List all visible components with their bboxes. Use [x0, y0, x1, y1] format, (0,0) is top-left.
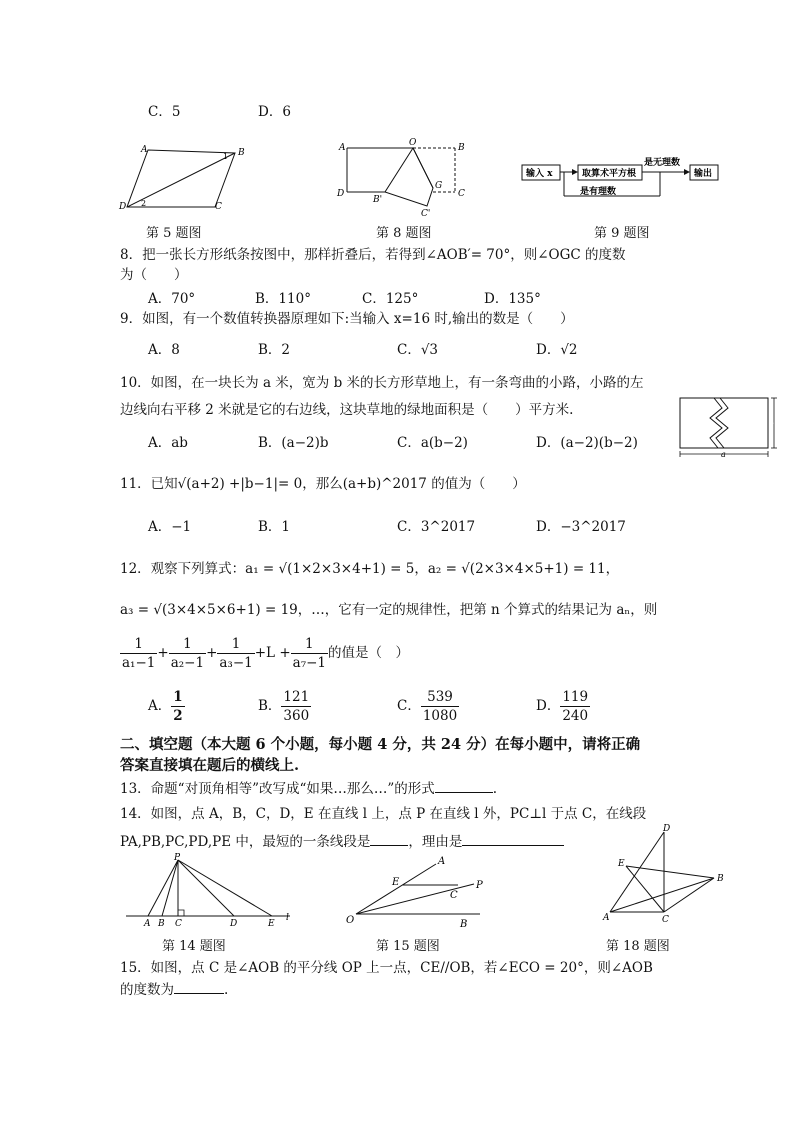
- flow-rational-label: 是有理数: [580, 187, 617, 197]
- q11-option-a: A．−1: [148, 519, 192, 535]
- q12-term-7: $\frac{1}{\text{a₇−1}}$: [292, 636, 327, 671]
- q12-ellipsis: +L: [254, 645, 276, 661]
- flow-irrational-label: 是无理数: [644, 158, 681, 168]
- fig15-label-c: C: [450, 890, 458, 901]
- q14-text-cont: PA,PB,PC,PD,PE 中，最短的一条线段是 ，理由是: [120, 830, 564, 850]
- q8-option-b: B．110°: [255, 291, 311, 307]
- fig15-label-p: P: [476, 880, 483, 891]
- q12-option-a: A． $\frac{1}{2}$: [148, 689, 183, 724]
- q12-option-d: D． $\frac{119}{240}$: [536, 689, 589, 724]
- fig18-label-a: A: [603, 913, 610, 923]
- fig5-label-b: B: [238, 148, 245, 158]
- fig18-label-c: C: [662, 915, 669, 925]
- q9-text: 9．如图，有一个数值转换器原理如下:当输入 x=16 时,输出的数是（ ）: [120, 311, 574, 327]
- fig15-label-e: E: [392, 877, 400, 888]
- fig8-label-o: O: [409, 138, 417, 148]
- figure-15: [342, 852, 492, 932]
- q11-text: 11．已知√(a+2) +|b−1|= 0，那么(a+b)^2017 的值为（ ）: [120, 476, 526, 492]
- fig8-label-g: G: [435, 181, 443, 191]
- figure-10: [676, 394, 784, 460]
- fig15-label-b: B: [460, 919, 468, 930]
- caption-fig14: 第 14 题图: [162, 939, 226, 954]
- caption-fig8: 第 8 题图: [376, 226, 432, 241]
- fig14-label-a: A: [144, 919, 151, 929]
- q10-text: 10．如图，在一块长为 a 米，宽为 b 米的长方形草地上，有一条弯曲的小路，小路的左: [120, 375, 644, 391]
- q8-text-cont: 为（ ）: [120, 267, 188, 283]
- fig5-label-d: D: [119, 202, 127, 212]
- caption-fig9: 第 9 题图: [594, 226, 650, 241]
- fig18-label-b: B: [717, 874, 724, 884]
- q13-answer-blank[interactable]: [435, 780, 493, 793]
- q11-option-b: B．1: [258, 519, 291, 535]
- fig8-label-c: C: [458, 189, 465, 199]
- q10-option-a: A．ab: [148, 435, 188, 451]
- q15-text-cont: 的度数为 .: [120, 982, 229, 998]
- figure-14: [122, 852, 302, 932]
- q10-option-c: C．a(b−2): [397, 435, 468, 451]
- q12-text: 12．观察下列算式：a₁ = √(1×2×3×4+1) = 5，a₂ = √(2×3×4×5+1) = 11，: [120, 561, 620, 577]
- q14-answer-blank-2[interactable]: [462, 833, 564, 846]
- q10-text-cont: 边线向右平移 2 米就是它的右边线，这块草地的绿地面积是（ ）平方米.: [120, 402, 574, 418]
- q12-option-c: C． $\frac{539}{1080}$: [397, 689, 458, 724]
- fig8-label-b-prime: B': [373, 195, 383, 205]
- fig14-label-c: C: [175, 919, 182, 929]
- fig8-label-c-prime: C': [421, 209, 431, 219]
- fig5-angle-1: 1: [223, 152, 229, 161]
- figure-9: [518, 152, 728, 202]
- q12-term-2: $\frac{1}{\text{a₂−1}}$: [170, 636, 205, 671]
- flow-output-box: 输出: [694, 169, 713, 179]
- q12-text-cont: a₃ = √(3×4×5×6+1) = 19，…，它有一定的规律性，把第 n 个算式的结果记为 aₙ，则: [120, 602, 658, 618]
- fig8-label-b: B: [458, 143, 465, 153]
- figure-18: [600, 822, 730, 932]
- caption-fig18: 第 18 题图: [606, 939, 670, 954]
- q11-option-d: D．−3^2017: [536, 519, 626, 535]
- fig5-angle-2: 2: [141, 199, 147, 208]
- fig10-label-a: a: [721, 450, 726, 459]
- q9-option-d: D．√2: [536, 342, 578, 358]
- fig10-label-b: b: [769, 419, 775, 428]
- q9-option-c: C．√3: [397, 342, 439, 358]
- fig14-label-d: D: [230, 919, 238, 929]
- q9-option-b: B．2: [258, 342, 291, 358]
- q12-tail: 的值是（ ）: [328, 645, 410, 661]
- q12-term-1: $\frac{1}{\text{a₁−1}}$: [122, 636, 156, 671]
- q8-option-a: A．70°: [148, 291, 196, 307]
- q14-answer-blank-1[interactable]: [370, 833, 408, 846]
- fig14-label-e: E: [268, 919, 275, 929]
- q8-option-c: C．125°: [362, 291, 419, 307]
- fig14-label-b: B: [158, 919, 165, 929]
- fig5-label-c: C: [215, 202, 222, 212]
- q12-sum-expression: $\frac{1}{\text{a₁−1}}$ + $\frac{1}{\text{a₂−1}}$ + $\frac{1}{\text{a₃−1}}$ +L + $\frac{1}{\text{a₇−1}}$ 的值是（ ）: [122, 636, 410, 671]
- q15-text: 15．如图，点 C 是∠AOB 的平分线 OP 上一点，CE//OB，若∠ECO = 20°，则∠AOB: [120, 960, 653, 976]
- caption-fig5: 第 5 题图: [146, 226, 202, 241]
- fig8-label-d: D: [337, 189, 345, 199]
- fig18-label-e: E: [618, 859, 625, 869]
- flow-input-box: 输入 x: [526, 169, 553, 179]
- fig14-label-l: l: [286, 913, 289, 923]
- q12-option-b: B． $\frac{121}{360}$: [258, 689, 310, 724]
- q14-text: 14．如图，点 A，B，C，D，E 在直线 l 上，点 P 在直线 l 外，PC⊥l 于点 C，在线段: [120, 806, 647, 822]
- caption-fig15: 第 15 题图: [376, 939, 440, 954]
- q15-answer-blank[interactable]: [174, 981, 224, 994]
- q8-text: 8．把一张长方形纸条按图中，那样折叠后，若得到∠AOB′= 70°，则∠OGC 的度数: [120, 247, 626, 263]
- section2-heading: 二、填空题（本大题 6 个小题，每小题 4 分，共 24 分）在每小题中，请将正确: [120, 736, 641, 753]
- section2-heading-cont: 答案直接填在题后的横线上.: [120, 757, 300, 774]
- flow-process-box: 取算术平方根: [582, 169, 637, 179]
- q7-option-c: C．5: [148, 104, 181, 120]
- figure-5: [115, 140, 245, 215]
- q11-option-c: C．3^2017: [397, 519, 476, 535]
- fig18-label-d: D: [663, 824, 671, 834]
- q7-option-d: D．6: [258, 104, 291, 120]
- q13-text: 13．命题“对顶角相等”改写成“如果…那么…”的形式 .: [120, 781, 498, 797]
- q10-option-b: B．(a−2)b: [258, 435, 329, 451]
- figure-8: [335, 136, 475, 221]
- q9-option-a: A．8: [148, 342, 180, 358]
- fig5-label-a: A: [141, 145, 148, 155]
- q8-option-d: D．135°: [484, 291, 541, 307]
- q10-option-d: D．(a−2)(b−2): [536, 435, 638, 451]
- fig15-label-a: A: [438, 856, 446, 867]
- fig14-label-p: P: [174, 853, 181, 863]
- fig8-label-a: A: [339, 143, 346, 153]
- fig15-label-o: O: [346, 915, 355, 926]
- q12-term-3: $\frac{1}{\text{a₃−1}}$: [219, 636, 253, 671]
